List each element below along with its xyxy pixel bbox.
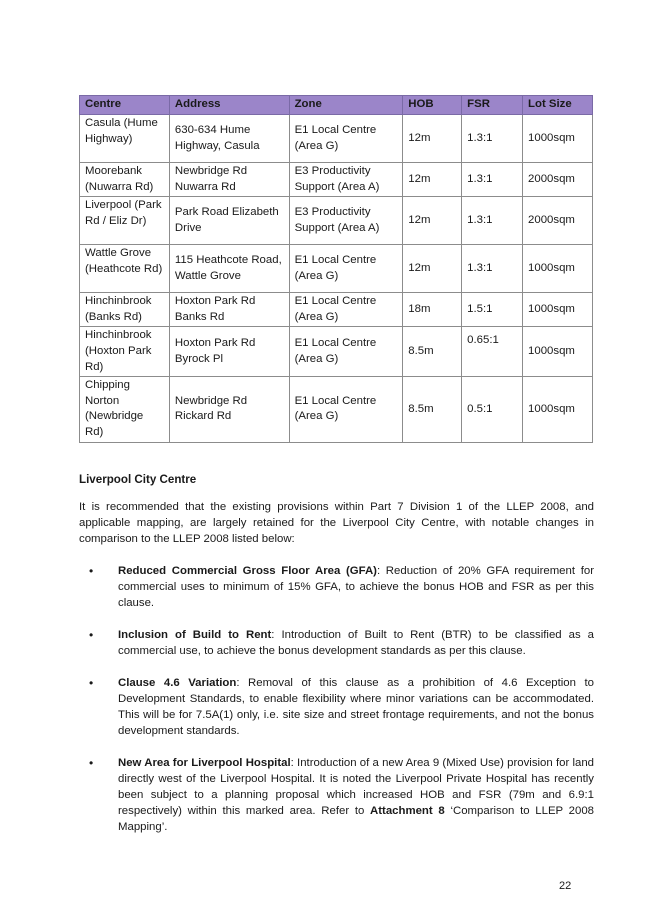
bullet-title: New Area for Liverpool Hospital: [118, 757, 291, 769]
cell-address: Hoxton Park Rd Byrock Pl: [169, 327, 289, 377]
bullet-title: Reduced Commercial Gross Floor Area (GFA): [118, 565, 377, 577]
bullet-title: Inclusion of Build to Rent: [118, 629, 272, 641]
header-address: Address: [169, 96, 289, 115]
bullet-text: : Introduction of a new Area 9 (Mixed Use) provision for land directly west of the Liverpool Hospital. It is noted the Liverpool Private Hospital has recently been subject to a planning proposal which increased HOB and FSR (79m and 6.9:1 respectively) within this marked area. Refer to: [118, 757, 594, 817]
cell-centre: Liverpool (Park Rd / Eliz Dr): [80, 197, 170, 245]
cell-zone: E3 Productivity Support (Area A): [289, 197, 403, 245]
bullet-text: : Reduction of 20% GFA requirement for commercial uses to minimum of 15% GFA, to achieve the bonus HOB and FSR as per this clause.: [118, 565, 594, 609]
cell-zone: E1 Local Centre (Area G): [289, 293, 403, 327]
cell-zone: E1 Local Centre (Area G): [289, 245, 403, 293]
cell-hob: 8.5m: [403, 377, 462, 442]
cell-hob: 12m: [403, 163, 462, 197]
cell-fsr: 1.3:1: [462, 197, 523, 245]
cell-hob: 12m: [403, 197, 462, 245]
header-hob: HOB: [403, 96, 462, 115]
table-row: [80, 293, 593, 327]
bullet-text: : Removal of this clause as a prohibition of 4.6 Exception to Development Standards, to enable flexibility where minor variations can be accommodated. This will be for 7.5A(1) only, i.e. site size and street frontage requirements, and not the bonus development standards.: [118, 677, 594, 737]
table-row: [80, 115, 593, 163]
table-row: [80, 377, 593, 442]
table-header-row: [80, 96, 593, 115]
list-item: [79, 627, 594, 659]
cell-fsr: 1.3:1: [462, 245, 523, 293]
list-item: [79, 563, 594, 611]
cell-lot-size: 2000sqm: [523, 163, 593, 197]
list-item: [79, 755, 594, 835]
cell-address: 630-634 Hume Highway, Casula: [169, 115, 289, 163]
cell-zone: E3 Productivity Support (Area A): [289, 163, 403, 197]
bullet-icon: •: [89, 564, 94, 578]
cell-zone: E1 Local Centre (Area G): [289, 327, 403, 377]
cell-hob: 18m: [403, 293, 462, 327]
cell-hob: 12m: [403, 245, 462, 293]
intro-paragraph: It is recommended that the existing provisions within Part 7 Division 1 of the LLEP 2008, and applicable mapping, are largely retained for the Liverpool City Centre, with notable changes in comparison to the LLEP 2008 listed below:: [79, 501, 594, 545]
section-heading: Liverpool City Centre: [79, 473, 197, 486]
cell-address: Newbridge Rd Nuwarra Rd: [169, 163, 289, 197]
cell-centre: Wattle Grove (Heathcote Rd): [80, 245, 170, 293]
cell-fsr: 1.3:1: [462, 163, 523, 197]
header-centre: Centre: [80, 96, 170, 115]
cell-fsr: 1.5:1: [462, 293, 523, 327]
bullet-icon: •: [89, 676, 94, 690]
section-content: [79, 472, 594, 851]
cell-centre: Casula (Hume Highway): [80, 115, 170, 163]
cell-zone: E1 Local Centre (Area G): [289, 115, 403, 163]
header-lot-size: Lot Size: [523, 96, 593, 115]
recommendations-list: [79, 563, 594, 835]
cell-hob: 8.5m: [403, 327, 462, 377]
cell-address: 115 Heathcote Road, Wattle Grove: [169, 245, 289, 293]
bullet-tail: ‘Comparison to LLEP 2008 Mapping’.: [118, 805, 594, 833]
table-row: [80, 245, 593, 293]
cell-fsr: 0.5:1: [462, 377, 523, 442]
table-row: [80, 163, 593, 197]
attachment-reference: Attachment 8: [370, 805, 445, 817]
cell-lot-size: 2000sqm: [523, 197, 593, 245]
cell-lot-size: 1000sqm: [523, 327, 593, 377]
cell-lot-size: 1000sqm: [523, 293, 593, 327]
header-zone: Zone: [289, 96, 403, 115]
cell-address: Park Road Elizabeth Drive: [169, 197, 289, 245]
cell-lot-size: 1000sqm: [523, 377, 593, 442]
cell-centre: Chipping Norton (Newbridge Rd): [80, 377, 170, 442]
centres-table: [79, 95, 593, 443]
bullet-text: : Introduction of Built to Rent (BTR) to be classified as a commercial use, to achieve the bonus development standards as per this clause.: [118, 629, 594, 657]
list-item: [79, 675, 594, 739]
cell-zone: E1 Local Centre (Area G): [289, 377, 403, 442]
bullet-icon: •: [89, 756, 94, 770]
cell-fsr: 0.65:1: [462, 327, 523, 377]
cell-centre: Hinchinbrook (Banks Rd): [80, 293, 170, 327]
cell-lot-size: 1000sqm: [523, 245, 593, 293]
cell-address: Newbridge Rd Rickard Rd: [169, 377, 289, 442]
cell-fsr: 1.3:1: [462, 115, 523, 163]
cell-hob: 12m: [403, 115, 462, 163]
bullet-title: Clause 4.6 Variation: [118, 677, 237, 689]
bullet-icon: •: [89, 628, 94, 642]
cell-address: Hoxton Park Rd Banks Rd: [169, 293, 289, 327]
cell-lot-size: 1000sqm: [523, 115, 593, 163]
header-fsr: FSR: [462, 96, 523, 115]
page-number: 22: [559, 880, 572, 892]
table-row: [80, 197, 593, 245]
cell-centre: Moorebank (Nuwarra Rd): [80, 163, 170, 197]
cell-centre: Hinchinbrook (Hoxton Park Rd): [80, 327, 170, 377]
table-row: [80, 327, 593, 377]
